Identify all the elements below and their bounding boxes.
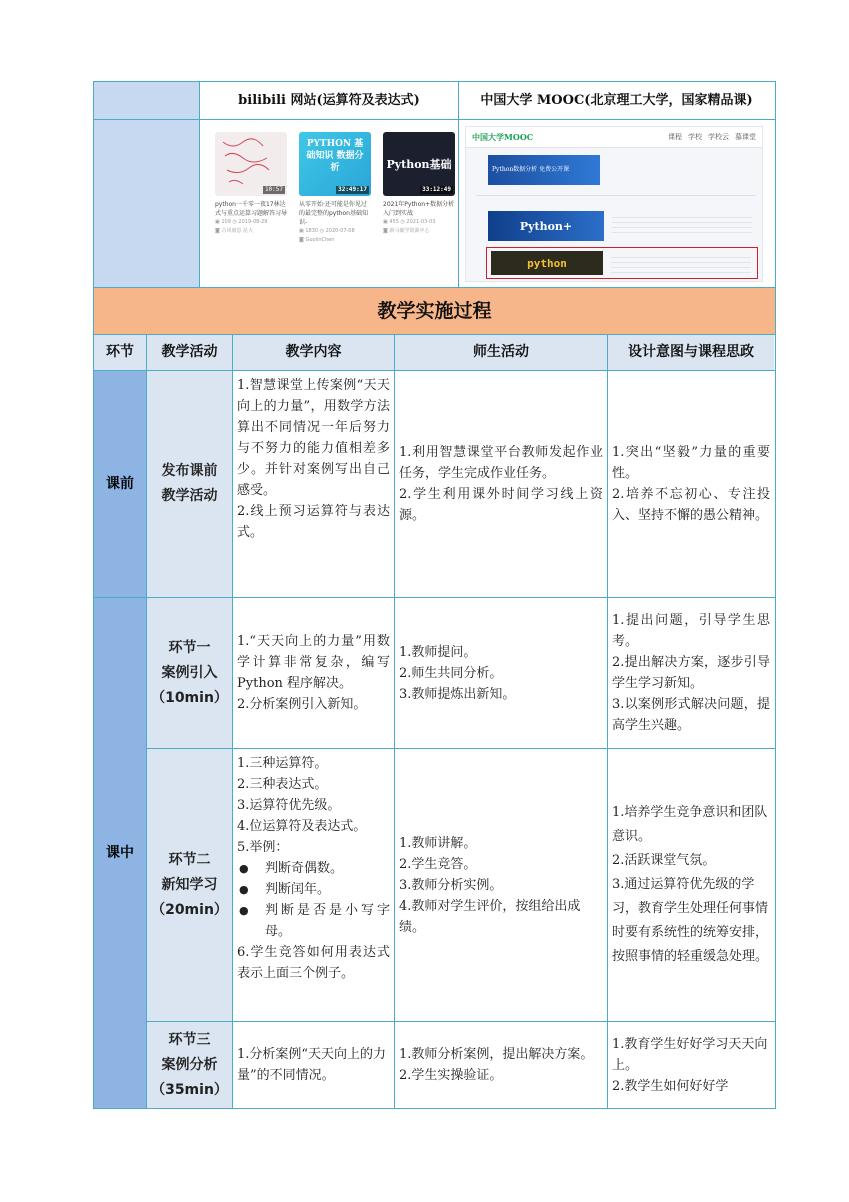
teacher-student-cell (395, 371, 608, 597)
resources-side-cell (94, 82, 200, 119)
mooc-header: 中国大学 MOOC(北京理工大学，国家精品课) (480, 93, 753, 108)
activity-item: 3.教师提炼出新知。 (399, 686, 516, 702)
content-item: 2.线上预习运算符与表达式。 (237, 504, 390, 540)
section-title: 教学实施过程 (94, 288, 775, 334)
content-item: 2.分析案例引入新知。 (237, 697, 367, 712)
resources-screenshot-row (94, 120, 775, 288)
table-row (147, 1022, 775, 1108)
video-author[interactable]: ◙ GuolinChen (299, 237, 335, 243)
content-bullet: ● 判断奇偶数。 (237, 858, 390, 879)
content-item: 4.位运算符及表达式。 (237, 819, 367, 834)
intent-item: 2.教学生如何好好学 (612, 1078, 729, 1094)
col-header-teacher-student: 师生活动 (395, 335, 608, 370)
content-cell (233, 371, 395, 597)
intent-cell (608, 749, 774, 1021)
activity-item: 4.教师对学生评价，按组给出成绩。 (399, 898, 581, 935)
col-header-content: 教学内容 (233, 335, 395, 370)
content-item: 6.学生竞答如何用表达式表示上面三个例子。 (237, 945, 390, 981)
content-item: 3.运算符优先级。 (237, 798, 341, 813)
mooc-course-card[interactable]: Python+ (488, 211, 604, 241)
intent-item: 1.突出“坚毅”力量的重要性。 (612, 445, 770, 481)
table-row (147, 749, 775, 1022)
bilibili-header: bilibili 网站(运算符及表达式) (200, 82, 459, 119)
mooc-page (465, 126, 763, 282)
activity-item: 2.学生实操验证。 (399, 1068, 503, 1083)
activity-item: 1.教师讲解。 (399, 835, 477, 851)
video-thumbnail (299, 132, 371, 196)
mooc-course-card[interactable]: python (491, 251, 603, 275)
teacher-student-cell (395, 749, 608, 1021)
mooc-highlight-box (486, 247, 758, 279)
resources-header-row (94, 82, 775, 120)
content-item: 5.举例： (237, 840, 289, 855)
video-duration: 33:12:49 (422, 186, 451, 193)
activity-item: 2.学生利用课外时间学习线上资源。 (399, 487, 603, 523)
intent-item: 2.活跃课堂气氛。 (612, 853, 716, 868)
thumbnail-text: Python基础 (386, 157, 452, 171)
content-item: 2.三种表达式。 (237, 777, 328, 792)
content-bullet: ● 判断是否是小写字母。 (237, 900, 390, 942)
phase-pre: 课前 (94, 371, 146, 598)
activity-item: 2.学生竞答。 (399, 856, 477, 872)
content-bullet: ● 判断闰年。 (237, 879, 390, 900)
mooc-logo[interactable]: 中国大学MOOC (472, 131, 534, 142)
teacher-student-cell (395, 1022, 608, 1108)
bili-video-card[interactable] (299, 132, 371, 245)
content-cell (233, 598, 395, 748)
intent-item: 2.提出解决方案，逐步引导学生学习新知。 (612, 655, 770, 691)
mooc-nav-item[interactable]: 慕课堂 (735, 132, 756, 141)
video-title[interactable]: python一千零一夜17林达式与重点运算习题解答习导 (215, 201, 288, 217)
video-title[interactable]: 从零开始·还可能是你见过的最完整的python基础知识- (299, 201, 368, 226)
mooc-banner[interactable]: Python数据分析 免费公开课 (488, 155, 600, 185)
mooc-screenshot (459, 120, 774, 287)
col-header-intent: 设计意图与课程思政 (608, 335, 774, 370)
intent-cell (608, 371, 774, 597)
col-header-activity: 教学活动 (147, 335, 233, 370)
video-thumbnail (383, 132, 455, 196)
phase-in: 课中 (94, 598, 146, 1108)
table-row (147, 598, 775, 749)
intent-item: 1.培养学生竞争意识和团队意识。 (612, 805, 768, 844)
table-row (147, 371, 775, 598)
content-item: 1.三种运算符。 (237, 756, 328, 771)
bilibili-screenshot (200, 120, 459, 287)
content-item: 1.分析案例“天天向上的力量”的不同情况。 (237, 1047, 387, 1083)
mooc-nav-item[interactable]: 学校云 (708, 132, 729, 141)
intent-item: 3.以案例形式解决问题，提高学生兴趣。 (612, 697, 770, 733)
activity-item: 1.教师分析案例，提出解决方案。 (399, 1047, 594, 1062)
intent-item: 2.培养不忘初心、专注投入、坚持不懈的愚公精神。 (612, 487, 770, 523)
column-header-row (94, 335, 775, 371)
content-item: 1.“天天向上的力量”用数学计算非常复杂，编写 Python 程序解决。 (237, 634, 390, 691)
thumbnail-text: PYTHON 基础知识 数据分析 (306, 139, 364, 173)
intent-item: 3.通过运算符优先级的学习，教育学生处理任何事情时要有系统性的统筹安排，按照事情的轻重缓急处理。 (612, 877, 769, 964)
bili-video-card[interactable] (383, 132, 455, 236)
mooc-nav-item[interactable]: 课程 (668, 132, 682, 141)
bili-video-card[interactable] (215, 132, 287, 236)
intent-item: 1.教育学生好好学习天天向上。 (612, 1036, 768, 1073)
video-thumbnail (215, 132, 287, 196)
activity-cell: 环节二 新知学习 （20min） (147, 749, 233, 1021)
phase-column (94, 371, 147, 1108)
lesson-plan-table (93, 81, 776, 1109)
table-body (94, 371, 775, 1108)
resources-side-cell-2 (94, 120, 200, 287)
intent-cell (608, 1022, 774, 1108)
activity-cell: 环节三 案例分析 （35min） (147, 1022, 233, 1108)
content-cell (233, 749, 395, 1021)
video-meta: ▣ 1830 ◷ 2020-07-08 (299, 228, 355, 234)
video-author[interactable]: ◙ 新马碳学资源中心 (383, 228, 430, 234)
activity-item: 3.教师分析实例。 (399, 877, 503, 893)
intent-item: 1.提出问题，引导学生思考。 (612, 613, 770, 649)
activity-item: 1.教师提问。 (399, 644, 477, 660)
mooc-nav-item[interactable]: 学校 (688, 132, 702, 141)
video-duration: 32:49:17 (338, 186, 367, 193)
teacher-student-cell (395, 598, 608, 748)
activity-item: 2.师生共同分析。 (399, 665, 503, 681)
section-title-row (94, 288, 775, 335)
video-duration: 10:57 (264, 186, 283, 193)
video-author[interactable]: ◙ 古风雨思·昆大 (215, 228, 254, 234)
col-header-phase: 环节 (94, 335, 147, 370)
intent-cell (608, 598, 774, 748)
video-meta: ▣ 109 ◷ 2019-08-29 (215, 219, 268, 225)
video-meta: ▣ 455 ◷ 2021-03-03 (383, 219, 436, 225)
rows-container (147, 371, 775, 1108)
content-item: 1.智慧课堂上传案例“天天向上的力量”，用数学方法算出不同情况一年后努力与不努力的能力值相差多少。并针对案例写出自己感受。 (237, 378, 390, 498)
content-cell (233, 1022, 395, 1108)
video-title[interactable]: 2021年Python+数据分析入门到实战 (383, 201, 455, 217)
activity-cell: 环节一 案例引入 （10min） (147, 598, 233, 748)
activity-cell: 发布课前 教学活动 (147, 371, 233, 597)
activity-item: 1.利用智慧课堂平台教师发起作业任务，学生完成作业任务。 (399, 445, 603, 481)
